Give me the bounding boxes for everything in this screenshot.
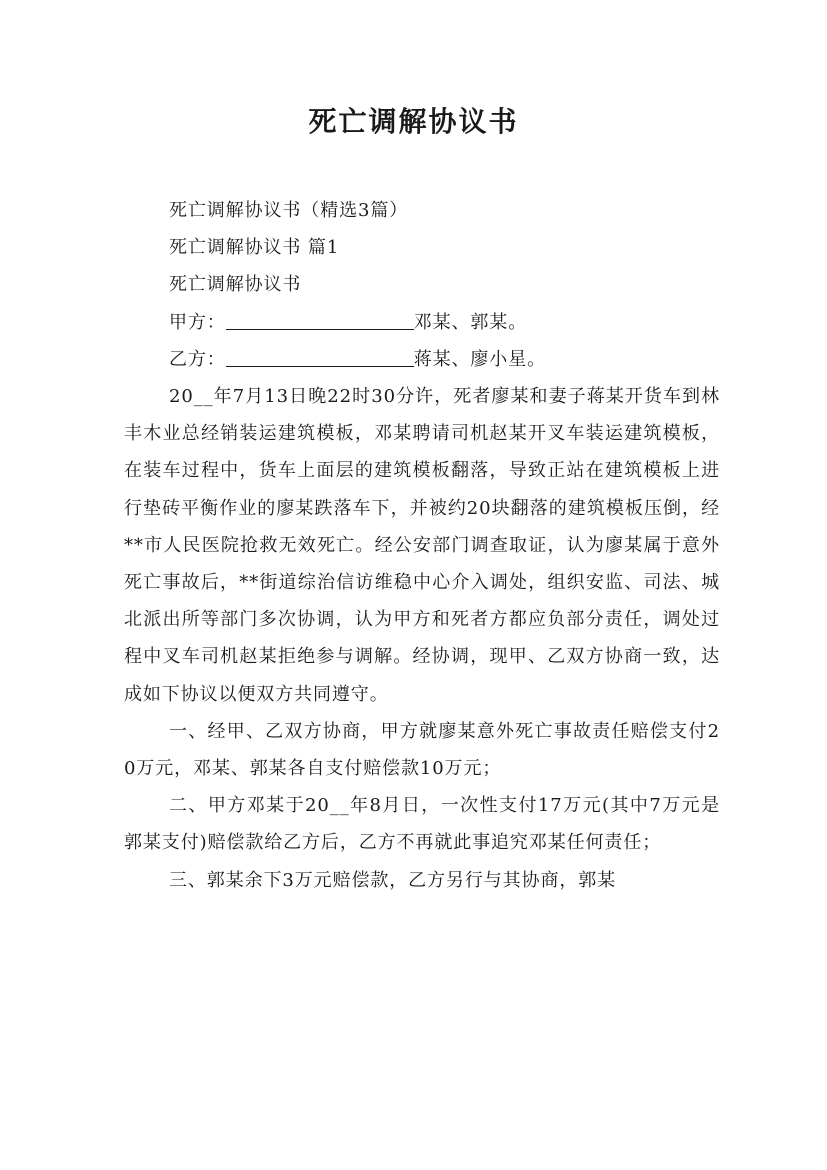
party-b-blank-line	[226, 346, 414, 367]
document-title: 死亡调解协议书	[308, 105, 519, 138]
party-a-names: 邓某、郭某。	[413, 311, 528, 333]
document-subtitle: 死亡调解协议书（精选3篇）	[169, 200, 409, 221]
party-b-label: 乙方：	[169, 348, 226, 370]
incident-paragraph: 20__年7月13日晚22时30分许，死者廖某和妻子蒋某开货车到林丰木业总经销装运建筑模板，邓某聘请司机赵某开叉车装运建筑模板，在装车过程中，货车上面层的建筑模板翻落，导致正站在建筑模板上进行垫砖平衡作业的廖某跌落车下，并被约20块翻落的建筑模板压倒，经**市人民医院抢救无效死亡。经公安部门调查取证，认为廖某属于意外死亡事故后，**街道综治信访维稳中心介入调处，组织安监、司法、城北派出所等部门多次协调，认为甲方和死者方都应负部分责任，调处过程中叉车司机赵某拒绝参与调解。经协调，现甲、乙双方协商一致，达成如下协议以便双方共同遵守。	[124, 386, 720, 705]
party-a-label: 甲方：	[169, 311, 226, 333]
party-a-line	[124, 304, 720, 341]
party-a-blank-line	[226, 309, 414, 330]
clause-1: 一、经甲、乙双方协商，甲方就廖某意外死亡事故责任赔偿支付20万元，邓某、郭某各自支付赔偿款10万元；	[124, 720, 720, 780]
party-b-names: 蒋某、廖小星。	[413, 348, 547, 370]
clause-2: 二、甲方邓某于20__年8月日，一次性支付17万元(其中7万元是郭某支付)赔偿款给乙方后，乙方不再就此事追究邓某任何责任；	[124, 795, 720, 854]
party-b-line	[124, 341, 720, 378]
clause-3: 三、郭某余下3万元赔偿款，乙方另行与其协商，郭某	[169, 869, 617, 891]
inner-title: 死亡调解协议书	[169, 274, 302, 296]
section-heading: 死亡调解协议书 篇1	[169, 237, 340, 259]
document-body	[124, 192, 720, 899]
